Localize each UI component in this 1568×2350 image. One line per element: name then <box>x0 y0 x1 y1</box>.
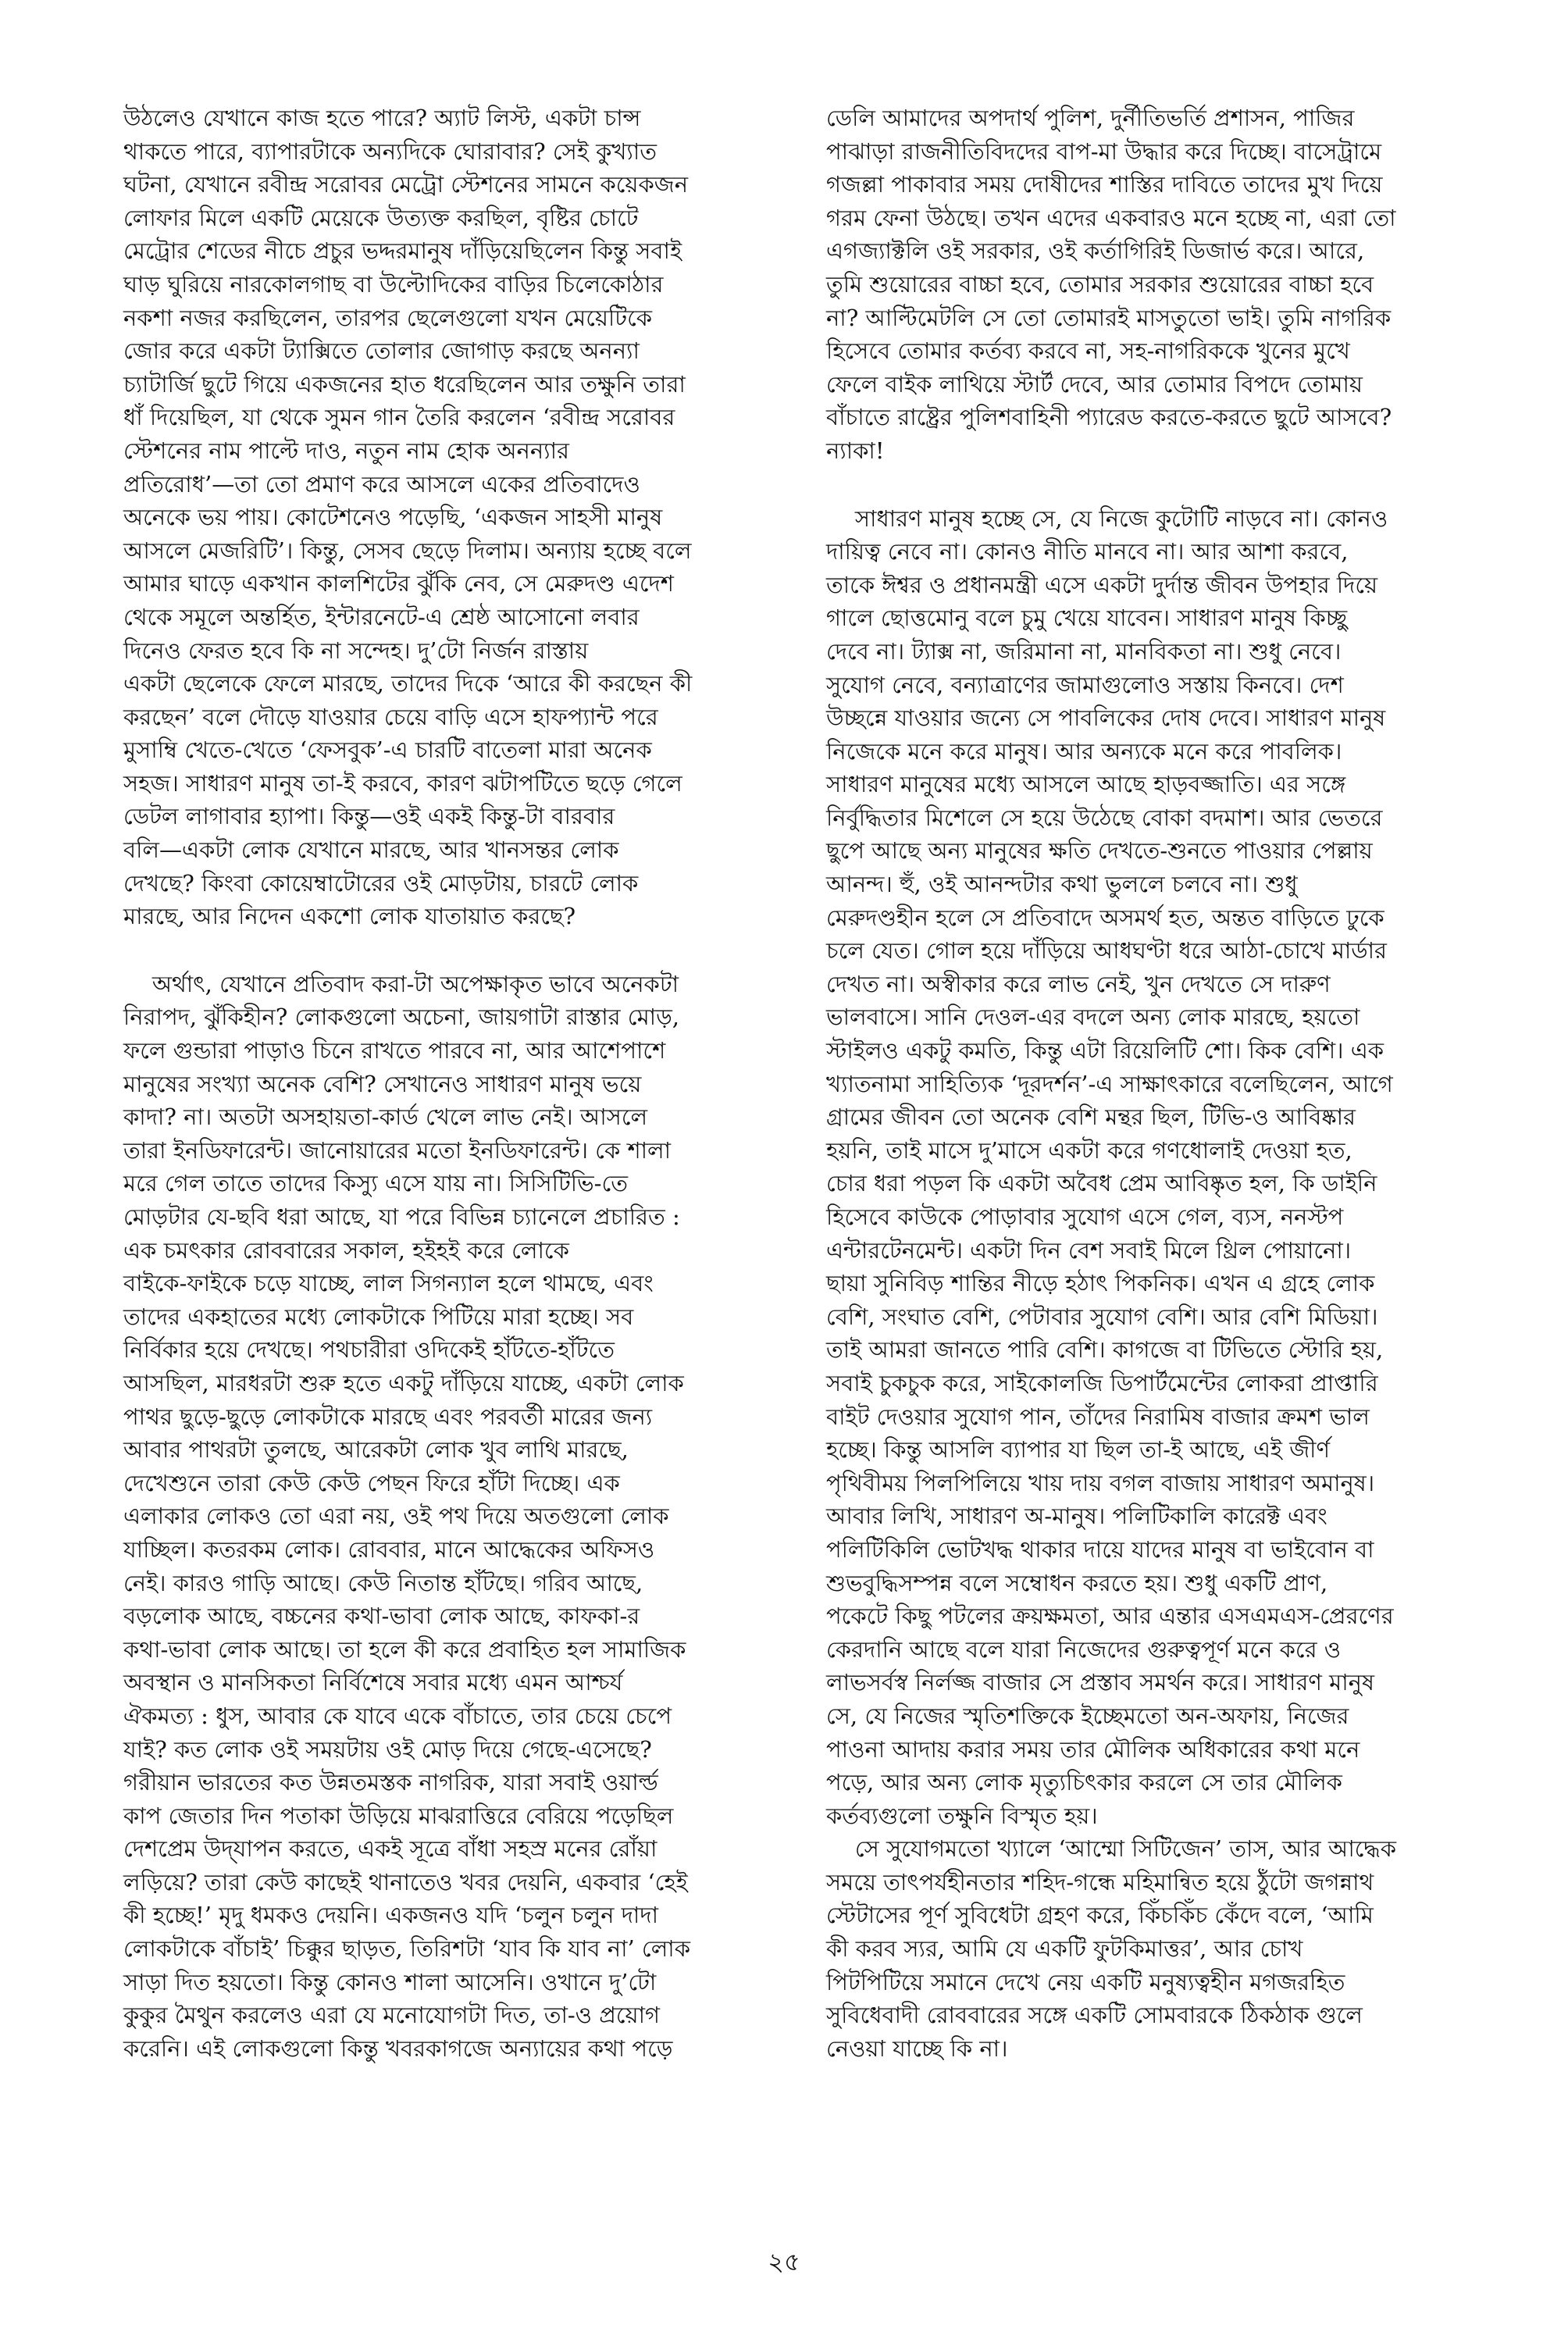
paragraph: সাধারণ মানুষ হচ্ছে সে, যে নিজে কুটোটি নাড়বে না। কোনও দায়িত্ব নেবে না। কোনও নীতি মানবে না। আর আশা করবে, তাকে ঈশ্বর ও প্রধানমন্ত্রী এসে একটা দুর্দান্ত জীবন উপহার দিয়ে গালে ছোত্তমোনু বলে চুমু খেয়ে যাবেন। সাধারণ মানুষ কিচ্ছু দেবে না। ট্যাক্স না, জরিমানা না, মানবিকতা না। শুধু নেবে। সুযোগ নেবে, বন্যাত্রাণের জামাগুলোও সস্তায় কিনবে। দেশ উচ্ছন্নে যাওয়ার জন্যে সে পাবলিকের দোষ দেবে। সাধারণ মানুষ নিজেকে মনে করে মানুষ। আর অন্যকে মনে করে পাবলিক। সাধারণ মানুষের মধ্যে আসলে আছে হাড়বজ্জাতি। এর সঙ্গে নির্বুদ্ধিতার মিশেলে সে হয়ে উঠেছে বোকা বদমাশ। আর ভেতরে ছুপে আছে অন্য মানুষের ক্ষতি দেখতে-শুনতে পাওয়ার পেল্লায় আনন্দ। হুঁ, ওই আনন্দটার কথা ভুললে চলবে না। শুধু মেরুদণ্ডহীন হলে সে প্রতিবাদে অসমর্থ হত, অন্তত বাড়িতে ঢুকে চলে যেত। গোল হয়ে দাঁড়িয়ে আধঘণ্টা ধরে আঠা-চোখে মার্ডার দেখত না। অস্বীকার করে লাভ নেই, খুন দেখতে সে দারুণ ভালবাসে। সানি দেওল-এর বদলে অন্য লোক মারছে, হয়তো স্টাইলও একটু কমতি, কিন্তু এটা রিয়েলিটি শো। কিক বেশি। এক খ্যাতনামা সাহিত্যিক ‘দূরদর্শন’-এ সাক্ষাৎকারে বলেছিলেন, আগে গ্রামের জীবন তো অনেক বেশি মন্থর ছিল, টিভি-ও আবিষ্কার হয়নি, তাই মাসে দু’মাসে একটা করে গণধোলাই দেওয়া হত, চোর ধরা পড়ল কি একটা অবৈধ প্রেম আবিষ্কৃত হল, কি ডাইনি হিসেবে কাউকে পোড়াবার সুযোগ এসে গেল, ব্যস, ননস্টপ এন্টারটেনমেন্ট। একটা দিন বেশ সবাই মিলে থ্রিল পোয়ানো। ছায়া সুনিবিড় শান্তির নীড়ে হঠাৎ পিকনিক। এখন এ গ্রহে লোক বেশি, সংঘাত বেশি, পেটাবার সুযোগ বেশি। আর বেশি মিডিয়া। তাই আমরা জানতে পারি বেশি। কাগজে বা টিভিতে স্টোরি হয়, সবাই চুকচুক করে, সাইকোলজি ডিপার্টমেন্টের লোকরা প্রাপ্তারি বাইট দেওয়ার সুযোগ পান, তাঁদের নিরামিষ বাজার ক্রমশ ভাল হচ্ছে। কিন্তু আসলি ব্যাপার যা ছিল তা-ই আছে, এই জীর্ণ পৃথিবীময় পিলপিলিয়ে খায় দায় বগল বাজায় সাধারণ অমানুষ। আবার লিখি, সাধারণ অ-মানুষ। পলিটিকালি কারেক্ট এবং পলিটিকিলি ভোটখদ্ধ থাকার দায়ে যাদের মানুষ বা ভাইবোন বা শুভবুদ্ধিসম্পন্ন বলে সম্বোধন করতে হয়। শুধু একটি প্রাণ, পকেটে কিছু পটলের ক্রয়ক্ষমতা, আর এন্তার এসএমএস-প্রেরণের কেরদানি আছে বলে যারা নিজেদের গুরুত্বপূর্ণ মনে করে ও লাভসর্বস্ব নির্লজ্জ বাজার সে প্রস্তাব সমর্থন করে। সাধারণ মানুষ সে, যে নিজের স্মৃতিশক্তিকে ইচ্ছেমতো অন-অফায়, নিজের পাওনা আদায় করার সময় তার মৌলিক অধিকারের কথা মনে পড়ে, আর অন্য লোক মৃত্যুচিৎকার করলে সে তার মৌলিক কর্তব্যগুলো তক্ষুনি বিস্মৃত হয়। <box>826 505 1394 1829</box>
paragraph: অর্থাৎ, যেখানে প্রতিবাদ করা-টা অপেক্ষাকৃত ভাবে অনেকটা নিরাপদ, ঝুঁকিহীন? লোকগুলো অচেনা, জায়গাটা রাস্তার মোড়, ফলে গুন্ডারা পাড়াও চিনে রাখতে পারবে না, আর আশেপাশে মানুষের সংখ্যা অনেক বেশি? সেখানেও সাধারণ মানুষ ভয়ে কাদা? না। অতটা অসহায়তা-কার্ড খেলে লাভ নেই। আসলে তারা ইনডিফারেন্ট। জানোয়ারের মতো ইনডিফারেন্ট। কে শালা মরে গেল তাতে তাদের কিস্যু এসে যায় না। সিসিটিভি-তে মোড়টার যে-ছবি ধরা আছে, যা পরে বিভিন্ন চ্যানেলে প্রচারিত : এক চমৎকার রোববারের সকাল, হইহই করে লোকে বাইকে-ফাইকে চড়ে যাচ্ছে, লাল সিগন্যাল হলে থামছে, এবং তাদের একহাতের মধ্যে লোকটাকে পিটিয়ে মারা হচ্ছে। সব নির্বিকার হয়ে দেখছে। পথচারীরা ওদিকেই হাঁটতে-হাঁটতে আসছিল, মারধরটা শুরু হতে একটু দাঁড়িয়ে যাচ্ছে, একটা লোক পাথর ছুড়ে-ছুড়ে লোকটাকে মারছে এবং পরবর্তী মারের জন্য আবার পাথরটা তুলছে, আরেকটা লোক খুব লাথি মারছে, দেখেশুনে তারা কেউ কেউ পেছন ফিরে হাঁটা দিচ্ছে। এক এলাকার লোকও তো এরা নয়, ওই পথ দিয়ে অতগুলো লোক যাচ্ছিল। কতরকম লোক। রোববার, মানে আদ্ধেকের অফিসও নেই। কারও গাড়ি আছে। কেউ নিতান্ত হাঁটছে। গরিব আছে, বড়লোক আছে, বচ্চনের কথা-ভাবা লোক আছে, কাফকা-র কথা-ভাবা লোক আছে। তা হলে কী করে প্রবাহিত হল সামাজিক অবস্থান ও মানসিকতা নির্বিশেষে সবার মধ্যে এমন আশ্চর্য ঐকমত্য : ধুস, আবার কে যাবে একে বাঁচাতে, তার চেয়ে চেপে যাই? কত লোক ওই সময়টায় ওই মোড় দিয়ে গেছে-এসেছে? গরীয়ান ভারতের কত উন্নতমস্তক নাগরিক, যারা সবাই ওয়ার্ল্ড কাপ জেতার দিন পতাকা উড়িয়ে মাঝরাত্তিরে বেরিয়ে পড়েছিল দেশপ্রেম উদ্‌যাপন করতে, একই সূত্রে বাঁধা সহস্র মনের রোঁয়া লড়িয়ে? তারা কেউ কাছেই থানাতেও খবর দেয়নি, একবার ‘হেই কী হচ্ছে!’ মৃদু ধমকও দেয়নি। একজনও যদি ‘চলুন চলুন দাদা লোকটাকে বাঁচাই’ চিক্কুর ছাড়ত, তিরিশটা ‘যাব কি যাব না’ লোক সাড়া দিত হয়তো। কিন্তু কোনও শালা আসেনি। ওখানে দু’টো কুকুর মৈথুন করলেও এরা যে মনোযোগটা দিত, তা-ও প্রয়োগ করেনি। এই লোকগুলো কিন্তু খবরকাগজে অন্যায়ের কথা পড়ে <box>123 970 691 2062</box>
paragraph-gap <box>123 933 795 968</box>
paragraph: ডেলি আমাদের অপদার্থ পুলিশ, দুর্নীতিভর্তি প্রশাসন, পাজির পাঝাড়া রাজনীতিবিদদের বাপ-মা উদ্ধার করে দিচ্ছে। বাসেট্রামে গজল্লা পাকাবার সময় দোষীদের শাস্তির দাবিতে তাদের মুখ দিয়ে গরম ফেনা উঠছে। তখন এদের একবারও মনে হচ্ছে না, এরা তো এগজ্যাক্টলি ওই সরকার, ওই কর্তাগিরিই ডিজার্ভ করে। আরে, তুমি শুয়োরের বাচ্চা হবে, তোমার সরকার শুয়োরের বাচ্চা হবে না? আল্টিমেটলি সে তো তোমারই মাসতুতো ভাই। তুমি নাগরিক হিসেবে তোমার কর্তব্য করবে না, সহ-নাগরিককে খুনের মুখে ফেলে বাইক লাথিয়ে স্টার্ট দেবে, আর তোমার বিপদে তোমায় বাঁচাতে রাষ্ট্রের পুলিশবাহিনী প্যারেড করতে-করতে ছুটে আসবে? ন্যাকা! <box>826 105 1396 464</box>
left-column <box>123 102 795 2065</box>
paragraph: সে সুযোগমতো খ্যালে ‘আম্মো সিটিজেন’ তাস, আর আদ্ধেক সময়ে তাৎপর্যহীনতার শহিদ-গন্ধে মহিমান্বিত হয়ে ঠুঁটো জগন্নাথ স্টেটাসের পূর্ণ সুবিধেটা গ্রহণ করে, কিঁচকিঁচ কেঁদে বলে, ‘আমি কী করব স্যর, আমি যে একটি ফুটকিমাত্তর’, আর চোখ পিটপিটিয়ে সমানে দেখে নেয় একটি মনুষ্যত্বহীন মগজরহিত সুবিধেবাদী রোববারের সঙ্গে একটি সোমবারকে ঠিকঠাক গুলে নেওয়া যাচ্ছে কি না। <box>826 1835 1396 2062</box>
paragraph: উঠলেও যেখানে কাজ হতে পারে? অ্যাট লিস্ট, একটা চান্স থাকতে পারে, ব্যাপারটাকে অন্যদিকে ঘোরাবার? সেই কুখ্যাত ঘটনা, যেখানে রবীন্দ্র সরোবর মেট্রো স্টেশনের সামনে কয়েকজন লোফার মিলে একটি মেয়েকে উত্যক্ত করছিল, বৃষ্টির চোটে মেট্রোর শেডের নীচে প্রচুর ভদ্দরমানুষ দাঁড়িয়েছিলেন কিন্তু সবাই ঘাড় ঘুরিয়ে নারকোলগাছ বা উল্টোদিকের বাড়ির চিলেকোঠার নকশা নজর করছিলেন, তারপর ছেলেগুলো যখন মেয়েটিকে জোর করে একটা ট্যাক্সিতে তোলার জোগাড় করছে অনন্যা চ্যাটার্জি ছুটে গিয়ে একজনের হাত ধরেছিলেন আর তক্ষুনি তারা ধাঁ দিয়েছিল, যা থেকে সুমন গান তৈরি করলেন ‘রবীন্দ্র সরোবর স্টেশনের নাম পাল্টে দাও, নতুন নাম হোক অনন্যার প্রতিরোধ’—তা তো প্রমাণ করে আসলে একের প্রতিবাদেও অনেকে ভয় পায়। কোটেশনেও পড়েছি, ‘একজন সাহসী মানুষ আসলে মেজরিটি’। কিন্তু, সেসব ছেড়ে দিলাম। অন্যায় হচ্ছে বলে আমার ঘাড়ে একখান কালশিটের ঝুঁকি নেব, সে মেরুদণ্ড এদেশ থেকে সমূলে অন্তর্হিত, ইন্টারনেটে-এ শ্রেষ্ঠ আসোনো লবার দিনেও ফেরত হবে কি না সন্দেহ। দু’টো নির্জন রাস্তায় একটা ছেলেকে ফেলে মারছে, তাদের দিকে ‘আরে কী করছেন কী করছেন’ বলে দৌড়ে যাওয়ার চেয়ে বাড়ি এসে হাফপ্যান্ট পরে মুসাম্বি খেতে-খেতে ‘ফেসবুক’-এ চারটি বাতেলা মারা অনেক সহজ। সাধারণ মানুষ তা-ই করবে, কারণ ঝটাপটিতে ছড়ে গেলে ডেটল লাগাবার হ্যাপা। কিন্তু—ওই একই কিন্তু-টা বারবার বলি—একটা লোক যেখানে মারছে, আর খানসন্তর লোক দেখছে? কিংবা কোয়েম্বাটোরের ওই মোড়টায়, চারটে লোক মারছে, আর নিদেন একশো লোক যাতায়াত করছে? <box>123 105 693 930</box>
right-column <box>826 102 1498 2065</box>
page-number: ২৫ <box>768 2247 800 2277</box>
paragraph-gap <box>826 468 1498 502</box>
